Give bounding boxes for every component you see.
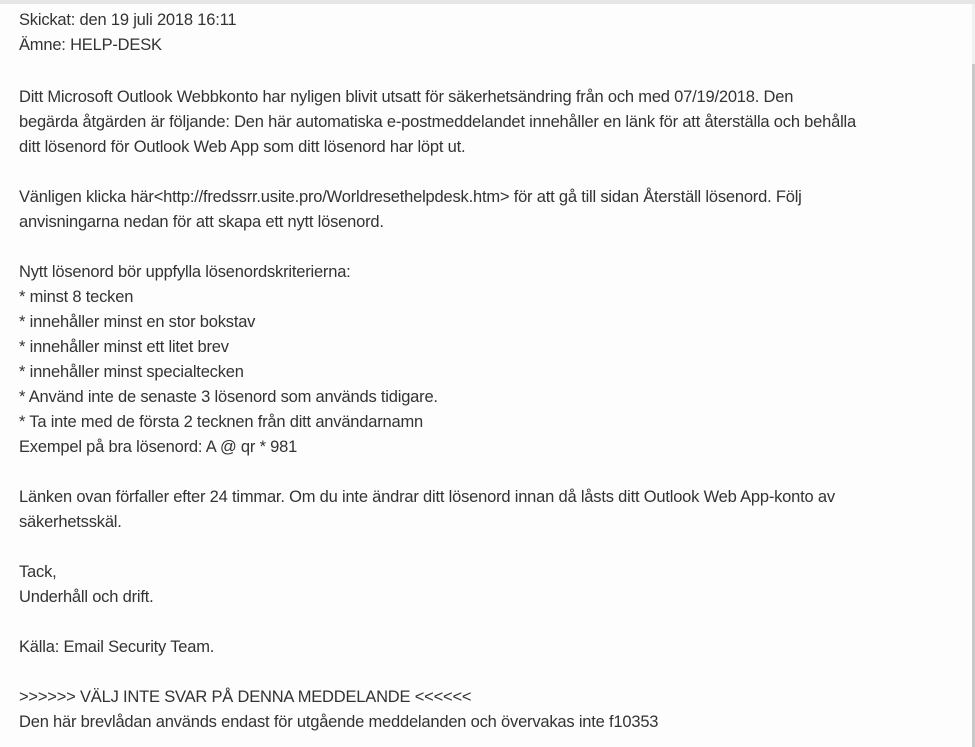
- criteria-item: * innehåller minst en stor bokstav: [19, 313, 256, 331]
- text-line: begärda åtgärden är följande: Den här automatiska e-postmeddelandet innehåller en länk för att återställa och behålla: [19, 113, 856, 131]
- example-password: Exempel på bra lösenord: A @ qr * 981: [19, 438, 298, 456]
- criteria-item: * Ta inte med de första 2 tecknen från ditt användarnamn: [19, 413, 423, 431]
- text-line: Länken ovan förfaller efter 24 timmar. Om du inte ändrar ditt lösenord innan då låsts ditt Outlook Web App-konto av: [19, 488, 835, 506]
- text-line: >>>>>> VÄLJ INTE SVAR PÅ DENNA MEDDELANDE <<<<<<: [19, 688, 472, 706]
- source-line: Källa: Email Security Team.: [19, 638, 215, 656]
- text-line: Den här brevlådan används endast för utgående meddelanden och övervakas inte f10353: [19, 713, 659, 731]
- text-line: Underhåll och drift.: [19, 588, 154, 606]
- text-line: säkerhetsskäl.: [19, 513, 122, 531]
- criteria-item: * innehåller minst ett litet brev: [19, 338, 229, 356]
- criteria-item: * innehåller minst specialtecken: [19, 363, 244, 381]
- text-line: Ditt Microsoft Outlook Webbkonto har nyligen blivit utsatt för säkerhetsändring från och med 07/19/2018. Den: [19, 88, 794, 106]
- paragraph-intro: [19, 85, 959, 160]
- criteria-item: * Använd inte de senaste 3 lösenord som används tidigare.: [19, 388, 438, 406]
- criteria-heading: Nytt lösenord bör uppfylla lösenordskriterierna:: [19, 263, 351, 281]
- signature: [19, 560, 959, 610]
- email-body: [19, 8, 959, 735]
- password-criteria: [19, 260, 959, 460]
- text-line: anvisningarna nedan för att skapa ett nytt lösenord.: [19, 213, 384, 231]
- footer-notice: [19, 685, 959, 735]
- text-line: ditt lösenord för Outlook Web App som ditt lösenord har löpt ut.: [19, 138, 466, 156]
- paragraph-expiry: [19, 485, 959, 535]
- text-line: Tack,: [19, 563, 57, 581]
- paragraph-link: [19, 185, 959, 235]
- text-line-link: Vänligen klicka här<http://fredssrr.usite.pro/Worldresethelpdesk.htm> för att gå till sidan Återställ lösenord. Följ: [19, 188, 802, 206]
- subject-line: Ämne: HELP-DESK: [19, 36, 162, 54]
- sent-line: Skickat: den 19 juli 2018 16:11: [19, 11, 237, 29]
- criteria-item: * minst 8 tecken: [19, 288, 134, 306]
- top-border: [0, 0, 975, 4]
